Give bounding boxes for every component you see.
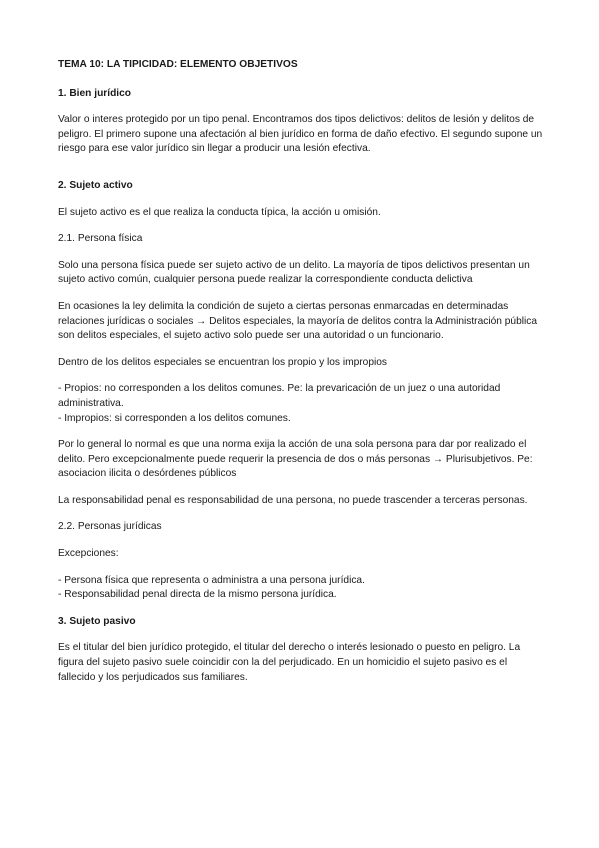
list-propios-impropios xyxy=(58,382,544,426)
section-heading-bien-juridico: 1. Bien jurídico xyxy=(58,87,132,99)
list-item: - Impropios: si corresponden a los delitos comunes. xyxy=(58,412,291,424)
list-item: - Responsabilidad penal directa de la mismo persona jurídica. xyxy=(58,589,337,601)
paragraph-sujeto-activo-def: El sujeto activo es el que realiza la conducta típica, la acción u omisión. xyxy=(58,206,381,218)
list-item: - Persona física que representa o administra a una persona jurídica. xyxy=(58,574,365,586)
paragraph-persona-fisica: Solo una persona física puede ser sujeto activo de un delito. La mayoría de tipos delictivos presentan un sujeto activo común, cualquier persona puede realizar la correspondiente conducta delictiva xyxy=(58,259,530,286)
paragraph-propios-impropios: Dentro de los delitos especiales se encuentran los propio y los impropios xyxy=(58,356,388,368)
paragraph-sujeto-pasivo: Es el titular del bien jurídico protegido, el titular del derecho o interés lesionado o puesto en peligro. La figura del sujeto pasivo suele coincidir con la del perjudicado. En un homicidio el sujeto pasivo es el fallecido y los perjudicados sus familiares. xyxy=(58,642,521,683)
document-title: TEMA 10: LA TIPICIDAD: ELEMENTO OBJETIVOS xyxy=(58,59,298,70)
paragraph-delitos-especiales: En ocasiones la ley delimita la condición de sujeto a ciertas personas enmarcadas en determinadas relaciones jurídicas o sociales → Delitos especiales, la mayoría de delitos contra la Administración pública son delitos especiales, el sujeto activo solo puede ser una autoridad o un funcionario. xyxy=(58,300,538,342)
list-excepciones xyxy=(58,574,544,603)
paragraph-responsabilidad: La responsabilidad penal es responsabilidad de una persona, no puede trascender a terceras personas. xyxy=(58,494,528,506)
subsection-heading-persona-fisica: 2.1. Persona física xyxy=(58,233,143,245)
paragraph-excepciones: Excepciones: xyxy=(58,548,119,560)
list-item: - Propios: no corresponden a los delitos comunes. Pe: la prevaricación de un juez o una autoridad administrativa. xyxy=(58,383,501,409)
paragraph-plurisubjetivos: Por lo general lo normal es que una norma exija la acción de una sola persona para dar por realizado el delito. Pero excepcionalmente puede requerir la presencia de dos o más personas → Plurisubjetivos. Pe: asociacion ilicita o desórdenes públicos xyxy=(58,439,533,480)
section-heading-sujeto-activo: 2. Sujeto activo xyxy=(58,179,133,191)
paragraph-bien-juridico: Valor o interes protegido por un tipo penal. Encontramos dos tipos delictivos: delitos de lesión y delitos de peligro. El primero supone una afectación al bien jurídico en forma de daño efectivo. El segundo supone un riesgo para ese valor jurídico sin llegar a producir una lesión efectiva. xyxy=(58,114,543,155)
section-heading-sujeto-pasivo: 3. Sujeto pasivo xyxy=(58,615,136,627)
document-content xyxy=(58,58,544,697)
subsection-heading-personas-juridicas: 2.2. Personas jurídicas xyxy=(58,521,162,533)
